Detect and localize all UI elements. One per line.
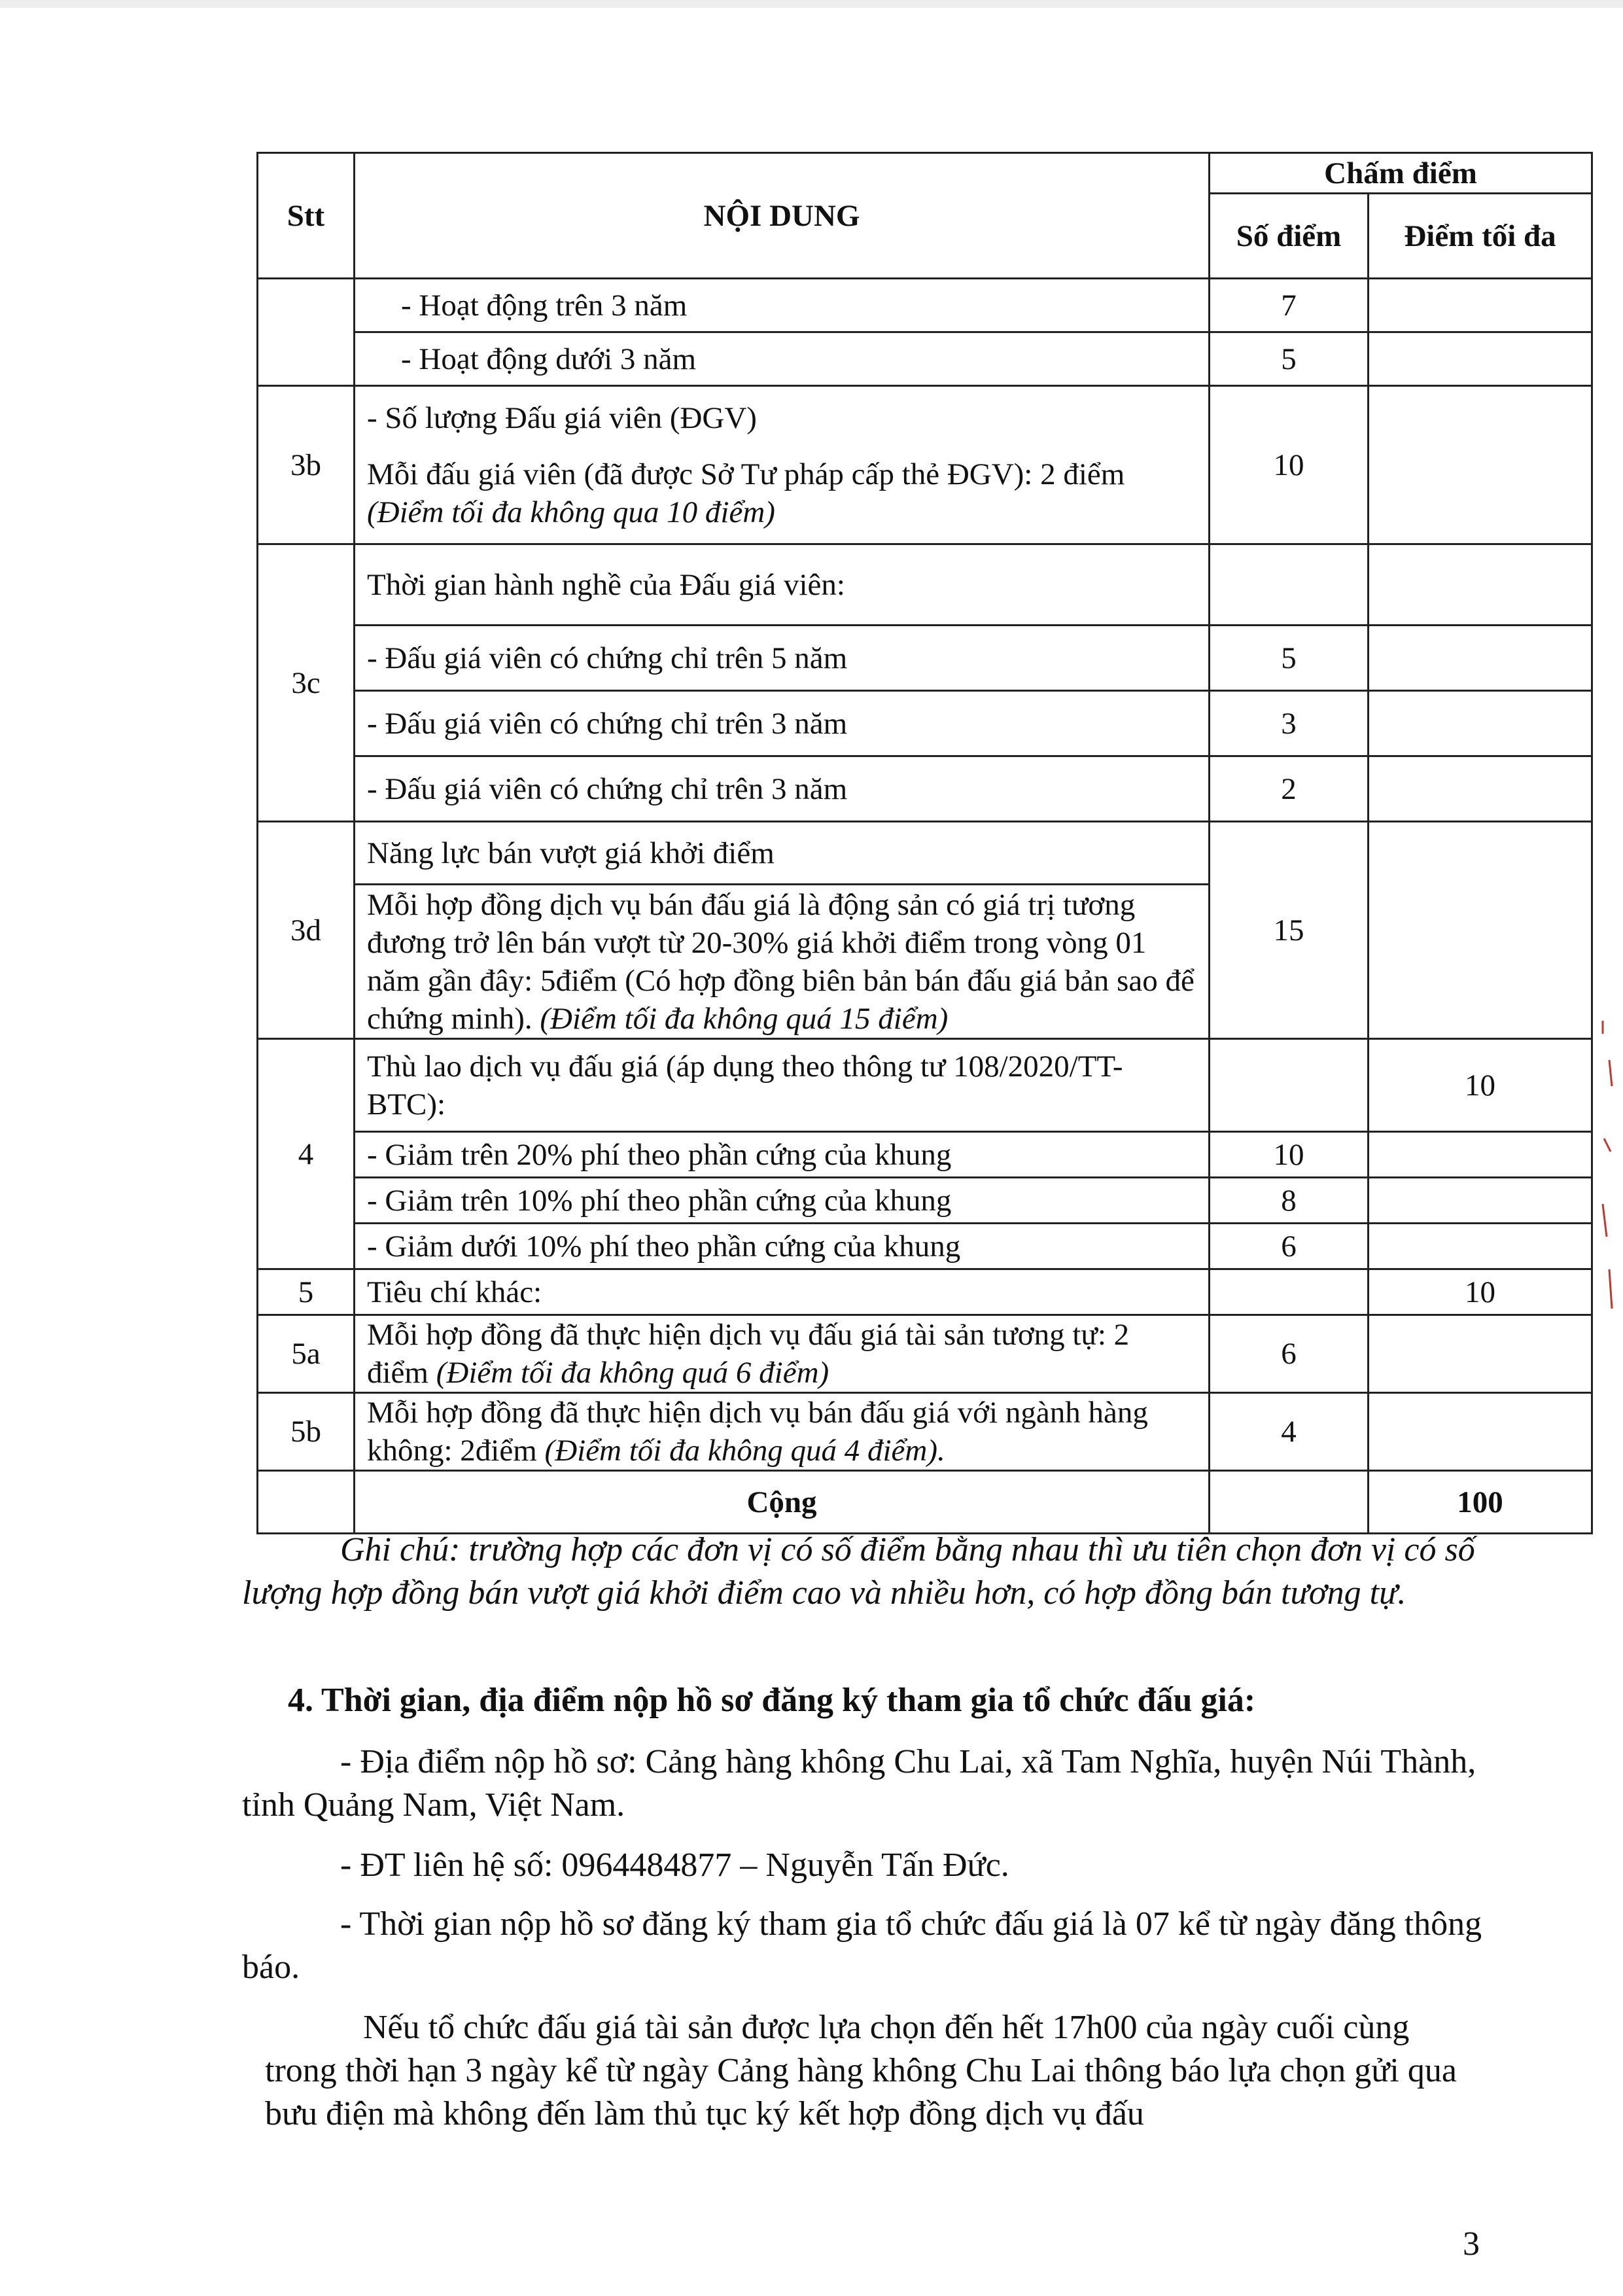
header-stt: Stt [258, 153, 355, 279]
row-content: Năng lực bán vượt giá khởi điểm [355, 822, 1210, 885]
row-content: - Giảm trên 20% phí theo phần cứng của khung [355, 1132, 1210, 1178]
row-stt: 5 [258, 1269, 355, 1315]
table-row [258, 332, 1592, 386]
table-row [258, 544, 1592, 626]
row-score: 8 [1210, 1178, 1369, 1224]
header-row [258, 153, 1592, 194]
row-stt: 3d [258, 822, 355, 1039]
row-score: 4 [1210, 1393, 1369, 1471]
row-score: 5 [1210, 626, 1369, 691]
row-score: 5 [1210, 332, 1369, 386]
header-score: Số điểm [1210, 194, 1369, 279]
table-row [258, 626, 1592, 691]
total-label: Cộng [355, 1471, 1210, 1534]
scan-edge [0, 0, 1623, 8]
row-content: Tiêu chí khác: [355, 1269, 1210, 1315]
table-row [258, 1315, 1592, 1393]
margin-stamp [1597, 1021, 1617, 1322]
paragraph: - ĐT liên hệ số: 0964484877 – Nguyễn Tấn Đức. [340, 1846, 1009, 1884]
header-scoring: Chấm điểm [1210, 153, 1592, 194]
table-row [258, 691, 1592, 756]
page-number: 3 [1463, 2225, 1480, 2263]
row-content: - Đấu giá viên có chứng chỉ trên 3 năm [355, 691, 1210, 756]
row-content: Thù lao dịch vụ đấu giá (áp dụng theo thông tư 108/2020/TT-BTC): [355, 1039, 1210, 1132]
scoring-table [256, 152, 1593, 1534]
row-content: Mỗi hợp đồng đã thực hiện dịch vụ đấu giá tài sản tương tự: 2 điểm (Điểm tối đa không quá 6 điểm) [355, 1315, 1210, 1393]
row-score: 10 [1210, 386, 1369, 544]
total-row [258, 1471, 1592, 1534]
table-note: Ghi chú: trường hợp các đơn vị có số điểm bằng nhau thì ưu tiên chọn đơn vị có số lượng hợp đồng bán vượt giá khởi điểm cao và nhiều hơn, có hợp đồng bán tương tự. [242, 1531, 1475, 1612]
paragraph: - Địa điểm nộp hồ sơ: Cảng hàng không Chu Lai, xã Tam Nghĩa, huyện Núi Thành, tỉnh Quảng Nam, Việt Nam. [242, 1743, 1476, 1824]
row-stt: 3b [258, 386, 355, 544]
total-max: 100 [1369, 1471, 1592, 1534]
row-content: - Hoạt động dưới 3 năm [355, 332, 1210, 386]
row-line: - Số lượng Đấu giá viên (ĐGV) [367, 400, 757, 435]
row-stt: 3c [258, 544, 355, 822]
row-score: 10 [1210, 1132, 1369, 1178]
row-max: 10 [1369, 1039, 1592, 1132]
table-row [258, 1393, 1592, 1471]
row-content: - Giảm trên 10% phí theo phần cứng của khung [355, 1178, 1210, 1224]
row-stt: 5a [258, 1315, 355, 1393]
table-row [258, 1269, 1592, 1315]
row-content: Thời gian hành nghề của Đấu giá viên: [355, 544, 1210, 626]
table-row [258, 279, 1592, 332]
row-content: - Giảm dưới 10% phí theo phần cứng của khung [355, 1224, 1210, 1269]
row-max: 10 [1369, 1269, 1592, 1315]
table-row [258, 1178, 1592, 1224]
row-content: - Đấu giá viên có chứng chỉ trên 5 năm [355, 626, 1210, 691]
row-score: 6 [1210, 1315, 1369, 1393]
row-line: Mỗi đấu giá viên (đã được Sở Tư pháp cấp thẻ ĐGV): 2 điểm (Điểm tối đa không qua 10 điểm) [367, 457, 1125, 529]
paragraph: Nếu tổ chức đấu giá tài sản được lựa chọn đến hết 17h00 của ngày cuối cùng trong thời hạn 3 ngày kể từ ngày Cảng hàng không Chu Lai thông báo lựa chọn gửi qua bưu điện mà không đến làm thủ tục ký kết hợp đồng dịch vụ đấu [265, 2009, 1457, 2132]
header-content: NỘI DUNG [355, 153, 1210, 279]
table-row [258, 386, 1592, 544]
table-row [258, 1039, 1592, 1132]
row-score: 6 [1210, 1224, 1369, 1269]
table-row [258, 1224, 1592, 1269]
paragraph: - Thời gian nộp hồ sơ đăng ký tham gia tổ chức đấu giá là 07 kể từ ngày đăng thông báo. [242, 1905, 1482, 1986]
row-score: 3 [1210, 691, 1369, 756]
table-row [258, 822, 1592, 885]
row-stt: 4 [258, 1039, 355, 1269]
row-content [355, 386, 1210, 544]
header-max: Điểm tối đa [1369, 194, 1592, 279]
row-score: 2 [1210, 756, 1369, 822]
row-content: Mỗi hợp đồng đã thực hiện dịch vụ bán đấu giá với ngành hàng không: 2điểm (Điểm tối đa không quá 4 điểm). [355, 1393, 1210, 1471]
row-score: 7 [1210, 279, 1369, 332]
table-row [258, 1132, 1592, 1178]
section-heading: 4. Thời gian, địa điểm nộp hồ sơ đăng ký tham gia tổ chức đấu giá: [288, 1682, 1256, 1719]
table-row [258, 756, 1592, 822]
row-score: 15 [1210, 822, 1369, 1039]
stamp-mark [1597, 1021, 1617, 1322]
row-content: - Hoạt động trên 3 năm [355, 279, 1210, 332]
row-content: - Đấu giá viên có chứng chỉ trên 3 năm [355, 756, 1210, 822]
row-content: Mỗi hợp đồng dịch vụ bán đấu giá là động sản có giá trị tương đương trở lên bán vượt từ 20-30% giá khởi điểm trong vòng 01 năm gần đây: 5điểm (Có hợp đồng biên bản bán đấu giá bản sao để chứng minh). (Điểm tối đa không quá 15 điểm) [355, 885, 1210, 1039]
row-stt: 5b [258, 1393, 355, 1471]
